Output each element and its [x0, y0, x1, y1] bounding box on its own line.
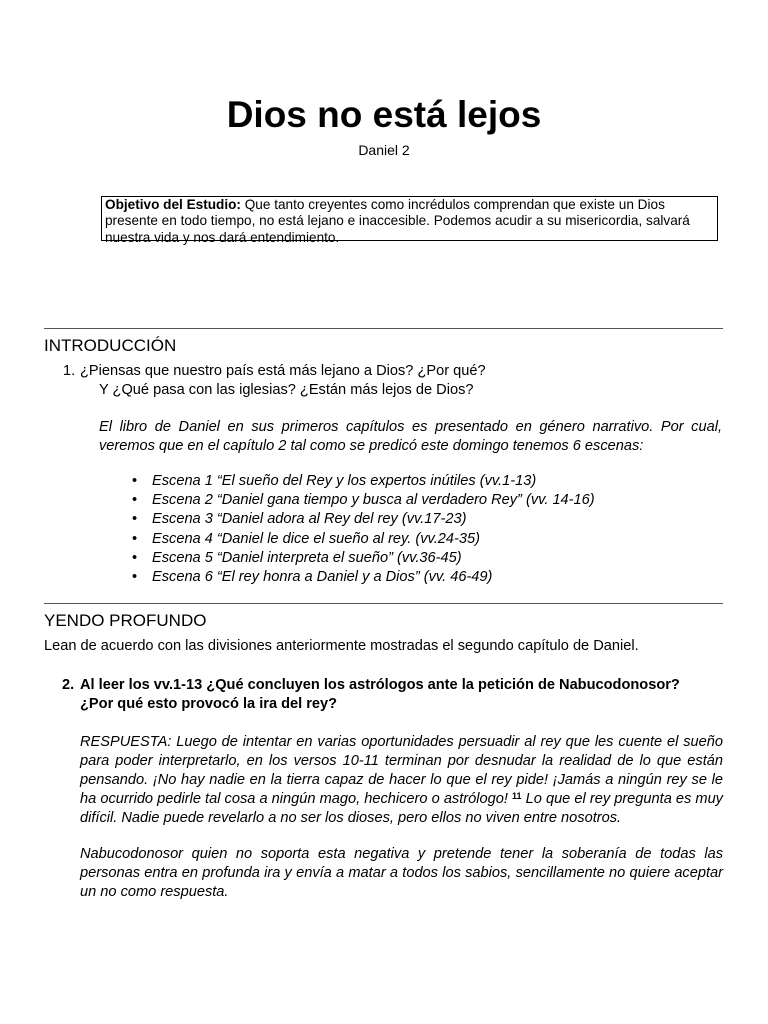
scenes-list	[132, 472, 595, 587]
list-item: • Escena 4 “Daniel le dice el sueño al rey. (vv.24-35)	[132, 530, 595, 549]
list-item: • Escena 5 “Daniel interpreta el sueño” (vv.36-45)	[132, 549, 595, 568]
document-subtitle: Daniel 2	[358, 142, 410, 158]
objective-box	[101, 196, 718, 245]
list-item: • Escena 3 “Daniel adora al Rey del rey (vv.17-23)	[132, 510, 595, 529]
intro-heading: INTRODUCCIÓN	[44, 336, 177, 355]
question-1-line-2: Y ¿Qué pasa con las iglesias? ¿Están más lejos de Dios?	[99, 382, 474, 398]
deep-heading: YENDO PROFUNDO	[44, 611, 207, 630]
list-item: • Escena 1 “El sueño del Rey y los expertos inútiles (vv.1-13)	[132, 472, 595, 491]
document-title: Dios no está lejos	[226, 94, 542, 135]
bullet-mark: •	[132, 511, 138, 528]
list-item: • Escena 2 “Daniel gana tiempo y busca al verdadero Rey” (vv. 14-16)	[132, 491, 595, 510]
question-1-number: 1.	[63, 363, 76, 379]
question-2-text: Al leer los vv.1-13 ¿Qué concluyen los astrólogos ante la petición de Nabucodonosor? ¿Por qué esto provocó la ira del rey?	[80, 677, 680, 712]
bullet-mark: •	[132, 530, 138, 547]
answer-paragraph-1: RESPUESTA: Luego de intentar en varias oportunidades persuadir al rey que les cuente el sueño para poder interpretarlo, en los versos 10-11 terminan por desnudar la realidad de lo que están pensando. ¡No hay nadie en la tierra capaz de hacer lo que el rey pide! ¡Jamás a ningún rey se le ha ocurrido pedirle tal cosa a ningún mago, hechicero o astrólogo! $^{11}$ Lo que el rey pregunta es muy difícil. Nadie puede revelarlo a no ser los dioses, pero ellos no viven entre nosotros.	[80, 734, 723, 826]
bullet-mark: •	[132, 549, 138, 566]
bullet-mark: •	[132, 492, 138, 509]
list-item: • Escena 6 “El rey honra a Daniel y a Dios” (vv. 46-49)	[132, 568, 595, 587]
section-divider	[44, 328, 723, 329]
verse-number: 11	[512, 791, 522, 801]
question-2-number: 2.	[62, 677, 75, 693]
bullet-mark: •	[132, 473, 138, 489]
objective-label: Objetivo del Estudio:	[105, 197, 241, 212]
deep-lead-text: Lean de acuerdo con las divisiones anteriormente mostradas el segundo capítulo de Daniel.	[44, 638, 639, 654]
question-1-line-1: ¿Piensas que nuestro país está más lejano a Dios? ¿Por qué?	[80, 363, 486, 379]
section-divider	[44, 603, 723, 604]
objective-text: Que tanto creyentes como incrédulos comprendan que existe un Dios presente en todo tiempo, no está lejano e inaccesible. Podemos acudir a su misericordia, salvará nuestra vida y nos dará entendimiento.	[105, 197, 690, 245]
intro-paragraph: El libro de Daniel en sus primeros capítulos es presentado en género narrativo. Por cual, veremos que en el capítulo 2 tal como se predicó este domingo tenemos 6 escenas:	[99, 419, 722, 454]
answer-paragraph-2: Nabucodonosor quien no soporta esta negativa y pretende tener la soberanía de todas las personas entra en profunda ira y envía a matar a todos los sabios, sencillamente no quiere aceptar un no como respuesta.	[80, 846, 723, 900]
bullet-mark: •	[132, 569, 138, 586]
